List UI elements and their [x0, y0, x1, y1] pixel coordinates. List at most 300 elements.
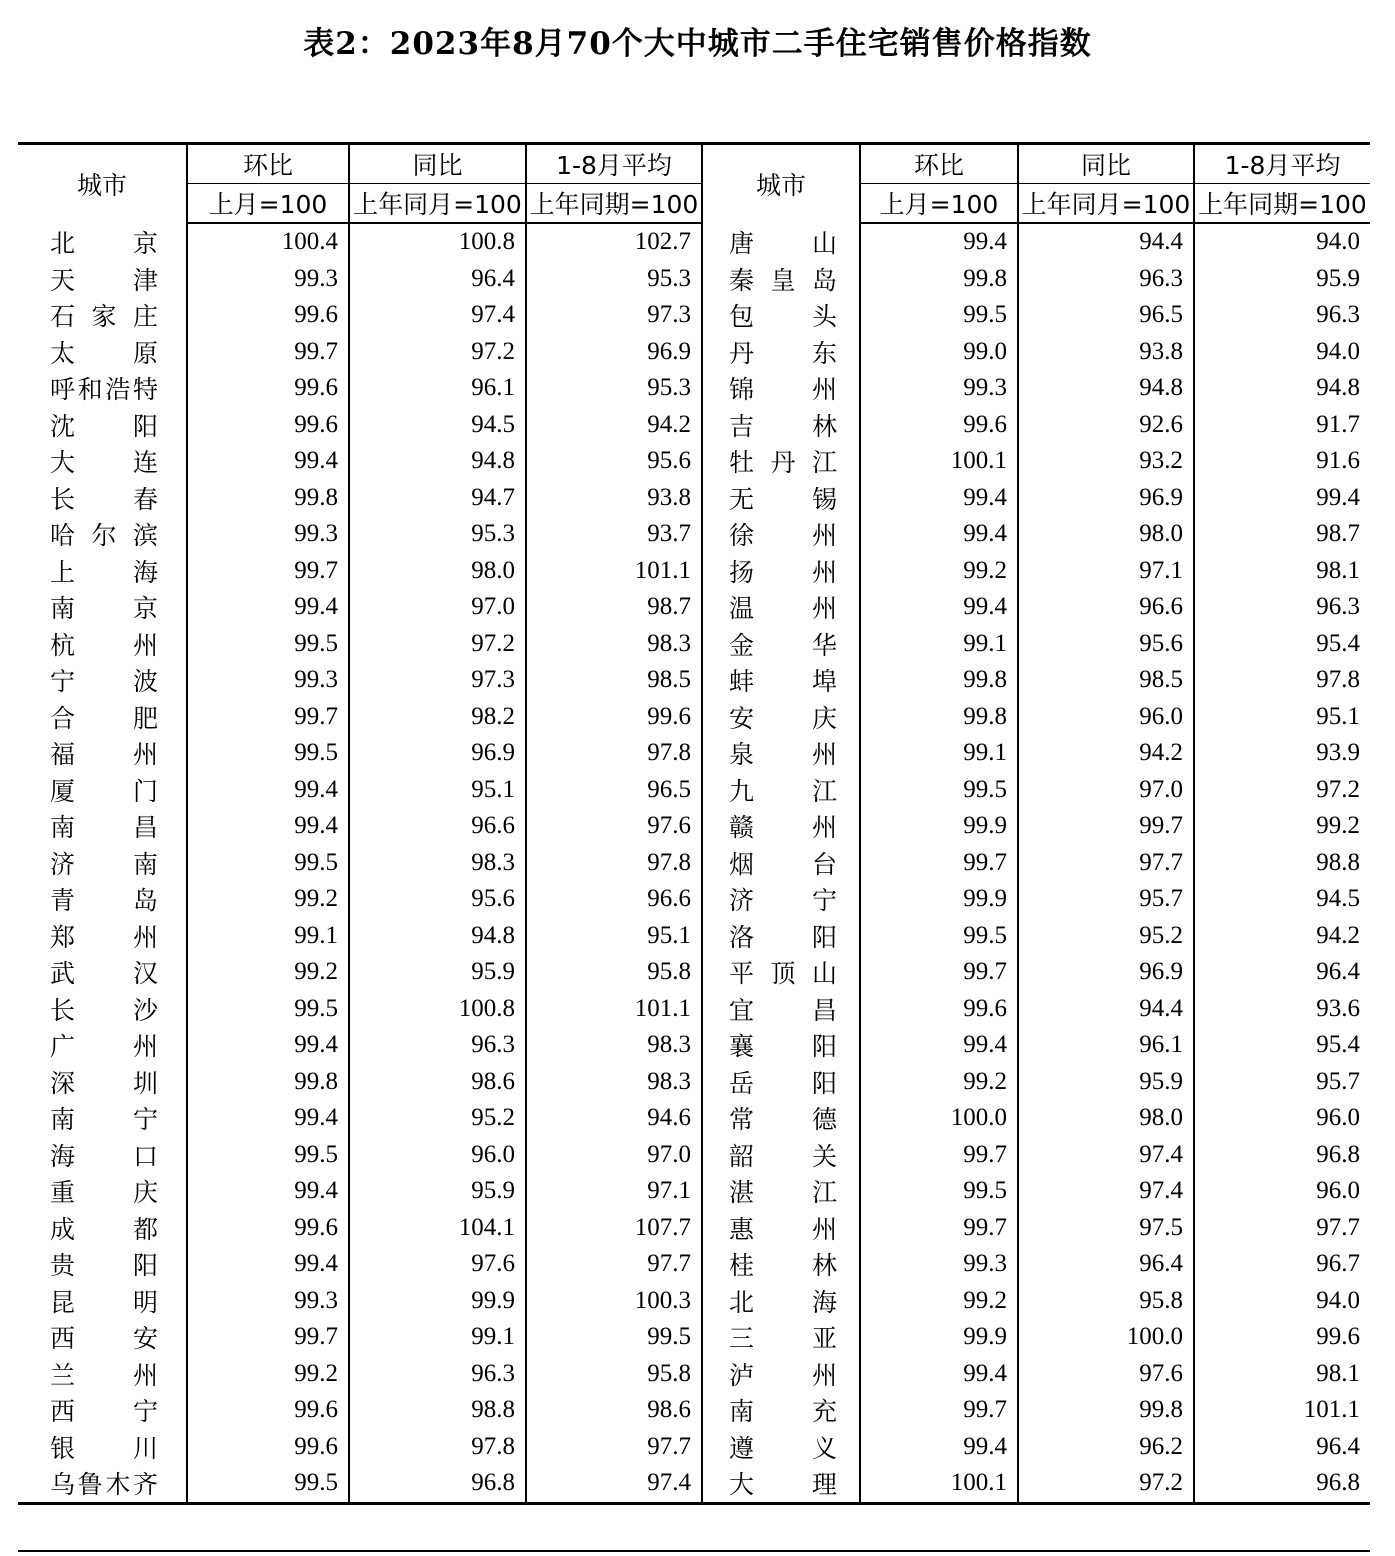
mom-value: 99.6: [187, 297, 349, 334]
city-name: [18, 1429, 187, 1466]
mom-value: 99.3: [187, 516, 349, 553]
avg-value: 99.2: [1194, 808, 1370, 845]
mom-value: 99.1: [860, 626, 1018, 663]
city-label: 天 津: [50, 265, 158, 295]
city-name: [18, 1173, 187, 1210]
mom-value: 99.4: [860, 223, 1018, 261]
yoy-value: 96.4: [1018, 1246, 1194, 1283]
table-row: [18, 480, 1370, 517]
avg-value: 97.8: [526, 845, 702, 882]
yoy-value: 98.0: [349, 553, 526, 590]
avg-value: 97.8: [1194, 662, 1370, 699]
city-name: [18, 407, 187, 444]
yoy-value: 99.7: [1018, 808, 1194, 845]
yoy-value: 98.0: [1018, 516, 1194, 553]
yoy-value: 97.2: [1018, 1465, 1194, 1503]
city-label: 常 德: [729, 1105, 837, 1135]
avg-value: 101.1: [526, 991, 702, 1028]
city-name: [18, 297, 187, 334]
table-row: [18, 735, 1370, 772]
avg-value: 95.4: [1194, 626, 1370, 663]
city-label: 兰 州: [50, 1360, 158, 1390]
avg-value: 96.8: [1194, 1465, 1370, 1503]
mom-value: 99.7: [860, 954, 1018, 991]
city-label: 西 宁: [50, 1397, 158, 1427]
city-name: [702, 626, 860, 663]
mom-value: 99.6: [187, 370, 349, 407]
city-label: 重 庆: [50, 1178, 158, 1208]
mom-value: 99.7: [187, 1319, 349, 1356]
table-row: [18, 991, 1370, 1028]
table-row: [18, 1137, 1370, 1174]
table-row: [18, 1246, 1370, 1283]
mom-value: 99.4: [860, 1027, 1018, 1064]
mom-value: 99.5: [860, 1173, 1018, 1210]
mom-value: 99.2: [187, 954, 349, 991]
city-name: [18, 480, 187, 517]
avg-value: 98.7: [526, 589, 702, 626]
mom-value: 99.3: [187, 261, 349, 298]
table-row: [18, 553, 1370, 590]
avg-value: 96.8: [1194, 1137, 1370, 1174]
avg-value: 99.5: [526, 1319, 702, 1356]
avg-value: 94.0: [1194, 223, 1370, 261]
city-label: 郑 州: [50, 922, 158, 952]
city-label: 合 肥: [50, 703, 158, 733]
table-row: [18, 1210, 1370, 1247]
yoy-value: 95.6: [349, 881, 526, 918]
yoy-value: 97.0: [1018, 772, 1194, 809]
avg-value: 98.3: [526, 626, 702, 663]
avg-value: 102.7: [526, 223, 702, 261]
yoy-value: 94.8: [1018, 370, 1194, 407]
city-label: 沈 阳: [50, 411, 158, 441]
city-label: 韶 关: [729, 1141, 837, 1171]
avg-value: 95.3: [526, 261, 702, 298]
avg-value: 97.3: [526, 297, 702, 334]
mom-value: 99.4: [187, 1246, 349, 1283]
city-name: [702, 1246, 860, 1283]
mom-value: 99.6: [860, 991, 1018, 1028]
city-label: 济 宁: [729, 886, 837, 916]
avg-value: 96.6: [526, 881, 702, 918]
mom-value: 99.4: [860, 516, 1018, 553]
header-avg: 1-8月平均: [526, 144, 702, 184]
city-label: 包 头: [729, 302, 837, 332]
avg-value: 96.7: [1194, 1246, 1370, 1283]
city-label: 大 连: [50, 448, 158, 478]
mom-value: 99.7: [860, 1137, 1018, 1174]
city-name: [702, 881, 860, 918]
table-row: [18, 334, 1370, 371]
city-name: [702, 370, 860, 407]
yoy-value: 96.2: [1018, 1429, 1194, 1466]
table-row: [18, 845, 1370, 882]
avg-value: 98.5: [526, 662, 702, 699]
avg-value: 99.4: [1194, 480, 1370, 517]
table-row: [18, 223, 1370, 261]
city-name: [702, 735, 860, 772]
header-row-2: [18, 184, 1370, 224]
price-index-table: [18, 142, 1370, 1505]
city-name: [702, 1210, 860, 1247]
city-name: [702, 699, 860, 736]
city-name: [18, 1027, 187, 1064]
mom-value: 99.4: [187, 772, 349, 809]
table-row: [18, 808, 1370, 845]
table-row: [18, 1027, 1370, 1064]
table-row: [18, 772, 1370, 809]
table-row: [18, 516, 1370, 553]
avg-value: 95.9: [1194, 261, 1370, 298]
yoy-value: 96.6: [1018, 589, 1194, 626]
yoy-value: 104.1: [349, 1210, 526, 1247]
yoy-value: 95.8: [1018, 1283, 1194, 1320]
mom-value: 99.5: [187, 626, 349, 663]
city-name: [18, 1064, 187, 1101]
city-label: 九 江: [729, 776, 837, 806]
header-city-2: 城市: [702, 144, 860, 224]
city-label: 北 海: [729, 1287, 837, 1317]
avg-value: 96.5: [526, 772, 702, 809]
yoy-value: 97.2: [349, 626, 526, 663]
table-row: [18, 1064, 1370, 1101]
yoy-value: 96.1: [1018, 1027, 1194, 1064]
yoy-value: 92.6: [1018, 407, 1194, 444]
mom-value: 99.4: [860, 1356, 1018, 1393]
city-name: [18, 589, 187, 626]
mom-value: 99.2: [860, 1064, 1018, 1101]
mom-value: 99.9: [860, 1319, 1018, 1356]
header-yoy: 同比: [349, 144, 526, 184]
city-name: [18, 1100, 187, 1137]
city-name: [702, 223, 860, 261]
city-name: [702, 1429, 860, 1466]
city-label: 哈尔滨: [50, 521, 158, 551]
mom-value: 99.5: [860, 918, 1018, 955]
yoy-value: 97.7: [1018, 845, 1194, 882]
city-name: [702, 845, 860, 882]
avg-value: 95.8: [526, 1356, 702, 1393]
table-row: [18, 1356, 1370, 1393]
yoy-value: 96.4: [349, 261, 526, 298]
city-label: 北 京: [50, 228, 158, 258]
mom-value: 99.7: [187, 334, 349, 371]
city-label: 呼和浩特: [50, 375, 158, 405]
table-row: [18, 918, 1370, 955]
avg-value: 96.9: [526, 334, 702, 371]
yoy-value: 98.5: [1018, 662, 1194, 699]
yoy-value: 99.8: [1018, 1392, 1194, 1429]
city-label: 大 理: [729, 1470, 837, 1500]
city-name: [702, 662, 860, 699]
header-mom-base: 上月=100: [187, 184, 349, 224]
yoy-value: 97.4: [1018, 1173, 1194, 1210]
city-label: 安 庆: [729, 703, 837, 733]
table-row: [18, 662, 1370, 699]
city-name: [18, 1356, 187, 1393]
avg-value: 96.0: [1194, 1100, 1370, 1137]
avg-value: 98.7: [1194, 516, 1370, 553]
table-row: [18, 881, 1370, 918]
yoy-value: 96.9: [349, 735, 526, 772]
header-avg-base-2: 上年同期=100: [1194, 184, 1370, 224]
city-name: [702, 261, 860, 298]
avg-value: 91.6: [1194, 443, 1370, 480]
avg-value: 98.1: [1194, 1356, 1370, 1393]
city-label: 襄 阳: [729, 1032, 837, 1062]
yoy-value: 94.7: [349, 480, 526, 517]
city-name: [18, 261, 187, 298]
city-label: 昆 明: [50, 1287, 158, 1317]
city-name: [18, 954, 187, 991]
yoy-value: 96.0: [349, 1137, 526, 1174]
avg-value: 98.6: [526, 1392, 702, 1429]
city-label: 秦皇岛: [729, 265, 837, 295]
city-label: 洛 阳: [729, 922, 837, 952]
yoy-value: 95.1: [349, 772, 526, 809]
yoy-value: 96.0: [1018, 699, 1194, 736]
city-name: [18, 845, 187, 882]
mom-value: 99.5: [187, 845, 349, 882]
city-name: [702, 334, 860, 371]
city-label: 三 亚: [729, 1324, 837, 1354]
city-label: 广 州: [50, 1032, 158, 1062]
city-name: [702, 1100, 860, 1137]
city-label: 泸 州: [729, 1360, 837, 1390]
city-label: 长 春: [50, 484, 158, 514]
mom-value: 99.2: [187, 881, 349, 918]
avg-value: 95.7: [1194, 1064, 1370, 1101]
yoy-value: 97.5: [1018, 1210, 1194, 1247]
city-name: [18, 370, 187, 407]
yoy-value: 97.8: [349, 1429, 526, 1466]
mom-value: 99.4: [187, 1173, 349, 1210]
avg-value: 95.4: [1194, 1027, 1370, 1064]
yoy-value: 96.8: [349, 1465, 526, 1503]
mom-value: 99.8: [860, 699, 1018, 736]
city-label: 上 海: [50, 557, 158, 587]
city-name: [18, 1210, 187, 1247]
city-name: [702, 1064, 860, 1101]
yoy-value: 95.6: [1018, 626, 1194, 663]
city-label: 牡丹江: [729, 448, 837, 478]
city-label: 泉 州: [729, 740, 837, 770]
city-name: [702, 516, 860, 553]
table-row: [18, 1429, 1370, 1466]
city-label: 惠 州: [729, 1214, 837, 1244]
mom-value: 99.6: [860, 407, 1018, 444]
mom-value: 99.7: [187, 699, 349, 736]
yoy-value: 97.4: [1018, 1137, 1194, 1174]
table-row: [18, 626, 1370, 663]
mom-value: 99.2: [860, 1283, 1018, 1320]
table-row: [18, 699, 1370, 736]
header-row-1: [18, 144, 1370, 184]
mom-value: 99.1: [860, 735, 1018, 772]
yoy-value: 94.4: [1018, 223, 1194, 261]
yoy-value: 97.4: [349, 297, 526, 334]
table-row: [18, 261, 1370, 298]
city-label: 厦 门: [50, 776, 158, 806]
avg-value: 100.3: [526, 1283, 702, 1320]
city-name: [702, 772, 860, 809]
mom-value: 99.0: [860, 334, 1018, 371]
city-name: [18, 1137, 187, 1174]
avg-value: 97.7: [526, 1246, 702, 1283]
avg-value: 99.6: [1194, 1319, 1370, 1356]
city-label: 南 宁: [50, 1105, 158, 1135]
city-label: 烟 台: [729, 849, 837, 879]
avg-value: 96.0: [1194, 1173, 1370, 1210]
avg-value: 94.6: [526, 1100, 702, 1137]
yoy-value: 98.8: [349, 1392, 526, 1429]
table-row: [18, 1283, 1370, 1320]
city-name: [18, 334, 187, 371]
mom-value: 99.4: [187, 443, 349, 480]
avg-value: 97.8: [526, 735, 702, 772]
city-label: 福 州: [50, 740, 158, 770]
mom-value: 100.1: [860, 443, 1018, 480]
yoy-value: 95.3: [349, 516, 526, 553]
mom-value: 99.7: [860, 1210, 1018, 1247]
mom-value: 99.3: [187, 1283, 349, 1320]
city-label: 桂 林: [729, 1251, 837, 1281]
mom-value: 99.8: [860, 261, 1018, 298]
yoy-value: 100.8: [349, 991, 526, 1028]
table-row: [18, 954, 1370, 991]
yoy-value: 96.3: [349, 1027, 526, 1064]
city-label: 温 州: [729, 594, 837, 624]
mom-value: 99.8: [187, 1064, 349, 1101]
header-mom-base-2: 上月=100: [860, 184, 1018, 224]
mom-value: 99.5: [187, 991, 349, 1028]
city-label: 宜 昌: [729, 995, 837, 1025]
city-name: [702, 1173, 860, 1210]
avg-value: 98.3: [526, 1064, 702, 1101]
avg-value: 97.1: [526, 1173, 702, 1210]
city-label: 平顶山: [729, 959, 837, 989]
header-avg-2: 1-8月平均: [1194, 144, 1370, 184]
city-name: [18, 735, 187, 772]
avg-value: 95.3: [526, 370, 702, 407]
mom-value: 99.9: [860, 881, 1018, 918]
avg-value: 97.6: [526, 808, 702, 845]
avg-value: 94.5: [1194, 881, 1370, 918]
avg-value: 98.8: [1194, 845, 1370, 882]
yoy-value: 96.9: [1018, 954, 1194, 991]
avg-value: 97.7: [526, 1429, 702, 1466]
city-label: 南 昌: [50, 813, 158, 843]
mom-value: 99.2: [187, 1356, 349, 1393]
avg-value: 97.2: [1194, 772, 1370, 809]
city-label: 青 岛: [50, 886, 158, 916]
mom-value: 99.4: [187, 1027, 349, 1064]
city-label: 武 汉: [50, 959, 158, 989]
avg-value: 93.7: [526, 516, 702, 553]
table-row: [18, 407, 1370, 444]
avg-value: 101.1: [526, 553, 702, 590]
yoy-value: 100.8: [349, 223, 526, 261]
city-name: [702, 1356, 860, 1393]
city-name: [702, 443, 860, 480]
mom-value: 99.4: [860, 1429, 1018, 1466]
city-name: [18, 1246, 187, 1283]
city-label: 无 锡: [729, 484, 837, 514]
yoy-value: 100.0: [1018, 1319, 1194, 1356]
city-label: 蚌 埠: [729, 667, 837, 697]
yoy-value: 96.3: [1018, 261, 1194, 298]
city-label: 吉 林: [729, 411, 837, 441]
mom-value: 99.7: [860, 845, 1018, 882]
mom-value: 99.4: [187, 808, 349, 845]
yoy-value: 99.9: [349, 1283, 526, 1320]
mom-value: 99.5: [187, 735, 349, 772]
mom-value: 99.9: [860, 808, 1018, 845]
city-label: 杭 州: [50, 630, 158, 660]
city-label: 扬 州: [729, 557, 837, 587]
mom-value: 99.4: [860, 480, 1018, 517]
city-label: 石家庄: [50, 302, 158, 332]
city-label: 遵 义: [729, 1433, 837, 1463]
avg-value: 96.4: [1194, 1429, 1370, 1466]
mom-value: 99.6: [187, 1392, 349, 1429]
yoy-value: 98.3: [349, 845, 526, 882]
city-name: [702, 1392, 860, 1429]
city-label: 徐 州: [729, 521, 837, 551]
bottom-rule: [18, 1550, 1370, 1552]
city-name: [702, 297, 860, 334]
header-city: 城市: [18, 144, 187, 224]
city-name: [702, 407, 860, 444]
city-label: 南 充: [729, 1397, 837, 1427]
city-label: 唐 山: [729, 228, 837, 258]
mom-value: 99.4: [860, 589, 1018, 626]
avg-value: 91.7: [1194, 407, 1370, 444]
avg-value: 101.1: [1194, 1392, 1370, 1429]
yoy-value: 95.7: [1018, 881, 1194, 918]
mom-value: 99.8: [860, 662, 1018, 699]
avg-value: 95.1: [526, 918, 702, 955]
table-row: [18, 1392, 1370, 1429]
header-yoy-2: 同比: [1018, 144, 1194, 184]
yoy-value: 94.4: [1018, 991, 1194, 1028]
city-name: [18, 1283, 187, 1320]
city-name: [18, 443, 187, 480]
city-name: [702, 808, 860, 845]
header-avg-base: 上年同期=100: [526, 184, 702, 224]
mom-value: 100.1: [860, 1465, 1018, 1503]
mom-value: 99.3: [860, 1246, 1018, 1283]
city-name: [702, 553, 860, 590]
avg-value: 97.7: [1194, 1210, 1370, 1247]
avg-value: 97.0: [526, 1137, 702, 1174]
yoy-value: 98.2: [349, 699, 526, 736]
avg-value: 94.0: [1194, 334, 1370, 371]
avg-value: 93.9: [1194, 735, 1370, 772]
city-name: [18, 223, 187, 261]
header-yoy-base: 上年同月=100: [349, 184, 526, 224]
mom-value: 99.3: [860, 370, 1018, 407]
yoy-value: 98.0: [1018, 1100, 1194, 1137]
city-name: [702, 589, 860, 626]
yoy-value: 96.3: [349, 1356, 526, 1393]
mom-value: 99.6: [187, 1429, 349, 1466]
avg-value: 96.3: [1194, 297, 1370, 334]
yoy-value: 96.1: [349, 370, 526, 407]
avg-value: 107.7: [526, 1210, 702, 1247]
avg-value: 98.1: [1194, 553, 1370, 590]
